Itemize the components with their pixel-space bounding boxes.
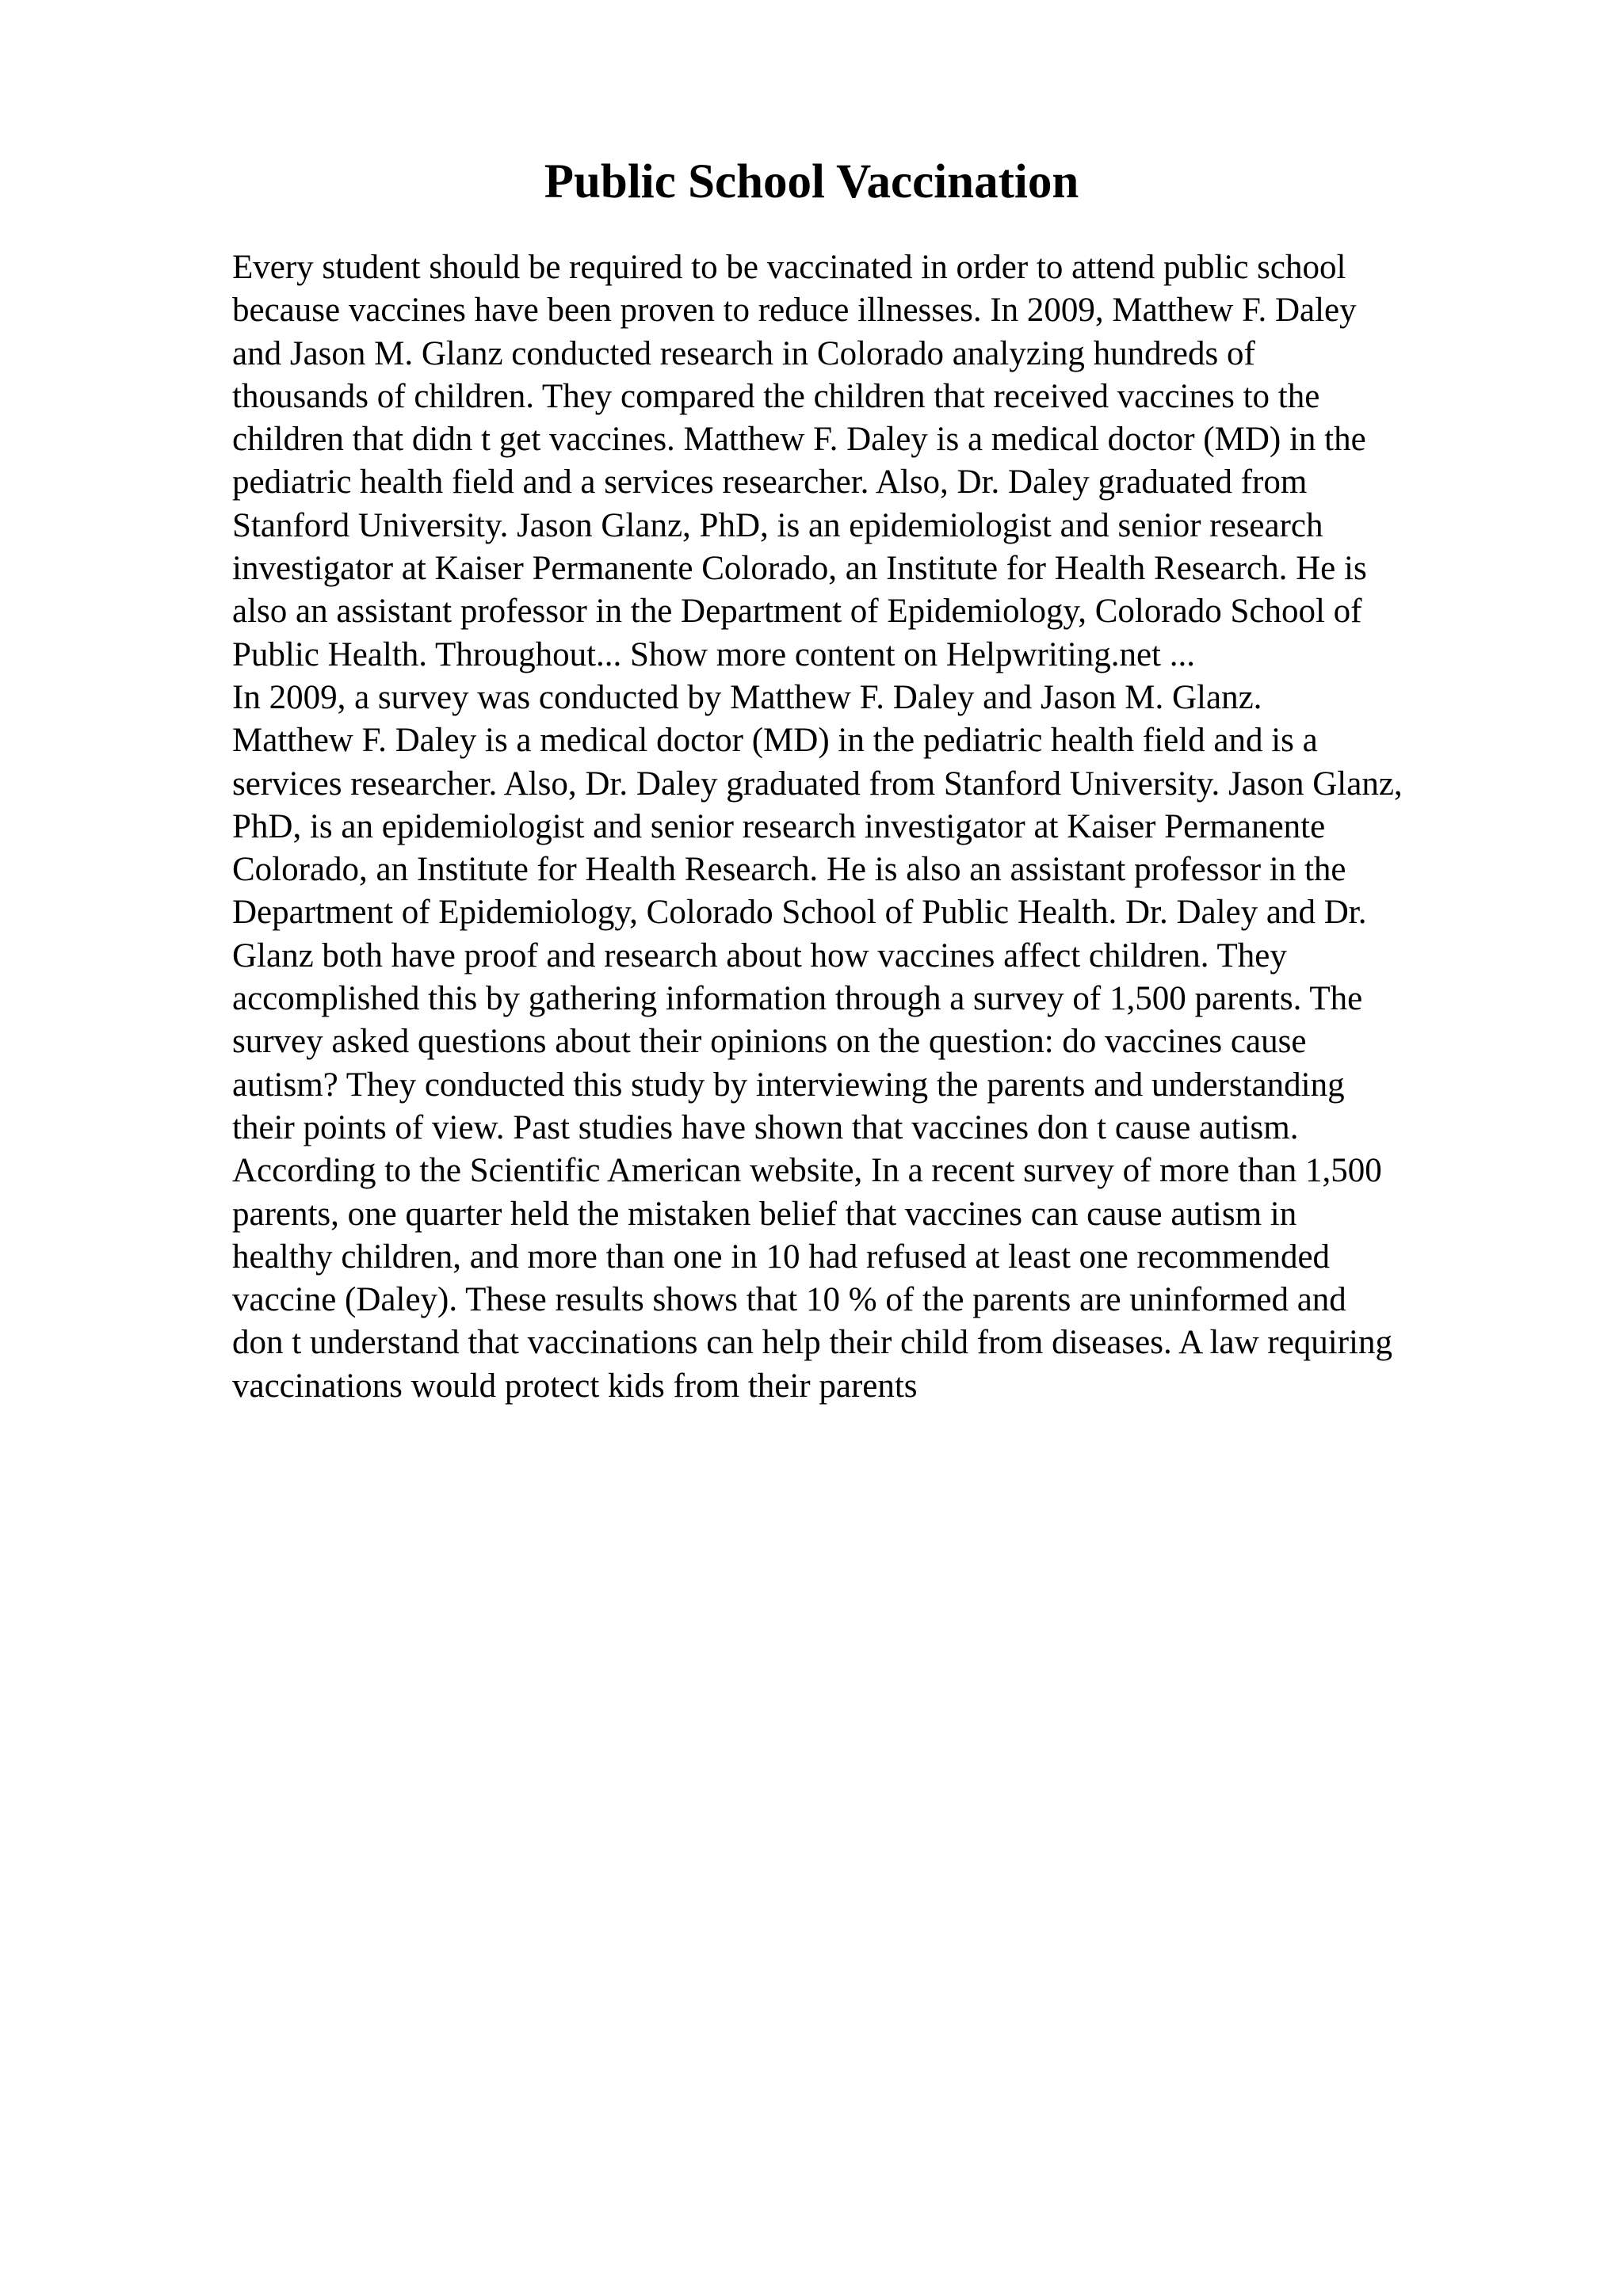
body-line: also an assistant professor in the Department of Epidemiology, Colorado School of: [232, 593, 1362, 631]
document-body: [232, 246, 1524, 1408]
body-line: accomplished this by gathering information through a survey of 1,500 parents. The: [232, 980, 1363, 1018]
body-line: survey asked questions about their opinions on the question: do vaccines cause: [232, 1023, 1307, 1061]
body-line: thousands of children. They compared the children that received vaccines to the: [232, 377, 1320, 415]
body-line: and Jason M. Glanz conducted research in Colorado analyzing hundreds of: [232, 334, 1255, 372]
body-line: investigator at Kaiser Permanente Colorado, an Institute for Health Research. He is: [232, 550, 1367, 588]
document-title: Public School Vaccination: [544, 155, 1079, 208]
body-line: In 2009, a survey was conducted by Matthew F. Daley and Jason M. Glanz.: [232, 678, 1262, 716]
body-line: Glanz both have proof and research about how vaccines affect children. They: [232, 936, 1287, 974]
body-line: Public Health. Throughout... Show more content on Helpwriting.net ...: [232, 635, 1195, 673]
body-line: because vaccines have been proven to reduce illnesses. In 2009, Matthew F. Daley: [232, 292, 1357, 330]
body-line: don t understand that vaccinations can help their child from diseases. A law requiring: [232, 1324, 1392, 1362]
body-line: PhD, is an epidemiologist and senior research investigator at Kaiser Permanente: [232, 807, 1326, 845]
body-line: Stanford University. Jason Glanz, PhD, is an epidemiologist and senior research: [232, 506, 1323, 544]
body-line: parents, one quarter held the mistaken belief that vaccines can cause autism in: [232, 1195, 1297, 1233]
body-line: Every student should be required to be vaccinated in order to attend public school: [232, 249, 1346, 286]
body-line: Matthew F. Daley is a medical doctor (MD) in the pediatric health field and is a: [232, 722, 1318, 760]
body-line: Department of Epidemiology, Colorado School of Public Health. Dr. Daley and Dr.: [232, 894, 1367, 932]
body-line: According to the Scientific American website, In a recent survey of more than 1,500: [232, 1152, 1382, 1190]
body-line: Colorado, an Institute for Health Research. He is also an assistant professor in the: [232, 851, 1346, 889]
body-line: autism? They conducted this study by interviewing the parents and understanding: [232, 1066, 1345, 1104]
body-line: healthy children, and more than one in 10 had refused at least one recommended: [232, 1238, 1331, 1276]
body-line: their points of view. Past studies have shown that vaccines don t cause autism.: [232, 1108, 1299, 1146]
body-line: services researcher. Also, Dr. Daley graduated from Stanford University. Jason Glanz,: [232, 765, 1403, 803]
body-line: vaccine (Daley). These results shows that 10 % of the parents are uninformed and: [232, 1281, 1346, 1319]
body-line: children that didn t get vaccines. Matthew F. Daley is a medical doctor (MD) in the: [232, 421, 1366, 459]
body-line: pediatric health field and a services researcher. Also, Dr. Daley graduated from: [232, 463, 1308, 502]
body-line: vaccinations would protect kids from their parents: [232, 1367, 918, 1405]
